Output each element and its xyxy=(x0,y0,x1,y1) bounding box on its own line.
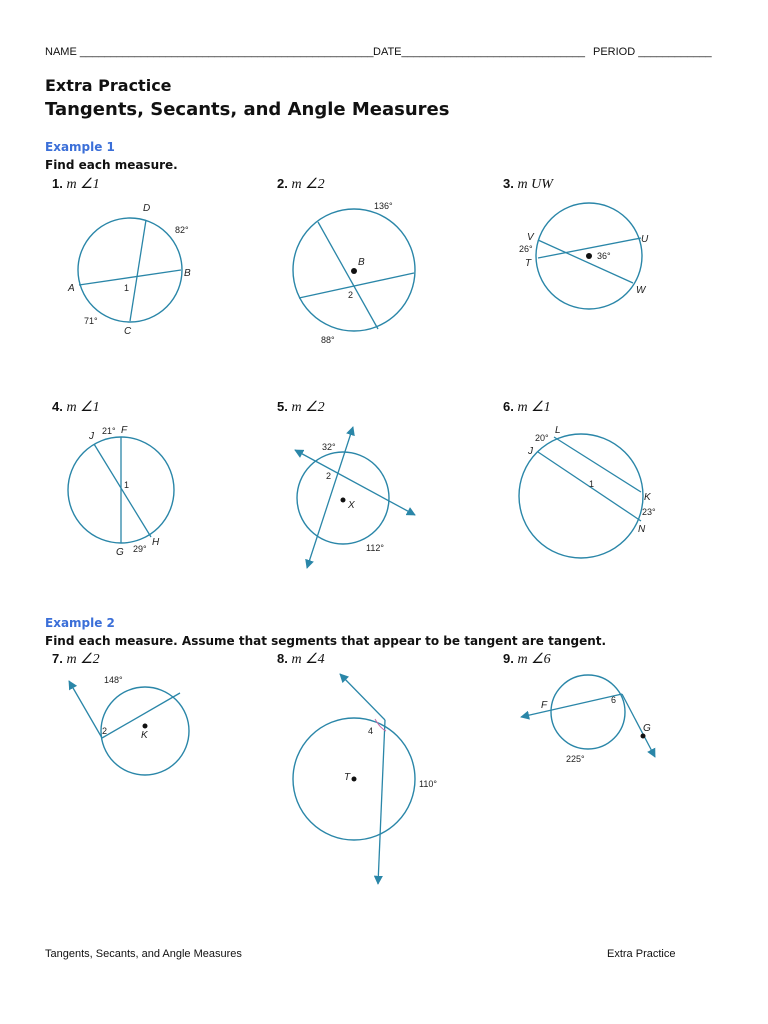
problem-number: 7. xyxy=(52,651,63,666)
label-b: B xyxy=(184,268,191,279)
worksheet-subtitle: Extra Practice xyxy=(45,76,172,95)
chord-1 xyxy=(318,222,378,329)
center-point xyxy=(352,777,357,782)
circle xyxy=(551,675,625,749)
label-w: W xyxy=(636,285,646,296)
label-angle-6: 6 xyxy=(611,695,617,705)
problem-expression: m ∠1 xyxy=(66,177,100,192)
label-n: N xyxy=(638,524,646,535)
point-g xyxy=(641,734,646,739)
label-t: T xyxy=(525,258,532,269)
label-angle-4: 4 xyxy=(368,726,374,736)
chord-ab xyxy=(79,270,181,285)
chord-dc xyxy=(130,220,146,321)
label-arc-32: 32° xyxy=(322,442,336,452)
chord-vw xyxy=(538,240,633,283)
label-arc-23: 23° xyxy=(642,507,656,517)
label-k: K xyxy=(141,730,148,741)
problem-expression: m ∠4 xyxy=(291,652,325,667)
center-point xyxy=(351,268,357,274)
label-arc-148: 148° xyxy=(104,675,123,685)
label-h: H xyxy=(152,537,160,548)
problem-number: 9. xyxy=(503,651,514,666)
label-g: G xyxy=(643,723,651,734)
date-field: DATE______________________________ xyxy=(373,46,586,58)
label-c: C xyxy=(124,326,132,337)
center-point xyxy=(143,724,148,729)
label-angle-1: 1 xyxy=(124,283,130,293)
label-u: U xyxy=(641,234,649,245)
figure-1 xyxy=(67,203,191,337)
problem-expression: m UW xyxy=(517,177,553,192)
label-arc-20: 20° xyxy=(535,433,549,443)
label-angle-2: 2 xyxy=(102,726,108,736)
label-v: V xyxy=(527,232,534,243)
figure-3 xyxy=(519,203,649,309)
label-arc-29: 29° xyxy=(133,544,147,554)
label-f: F xyxy=(121,425,128,436)
secant-2 xyxy=(295,450,415,515)
chord-jh xyxy=(94,444,151,537)
problem-number: 3. xyxy=(503,176,514,191)
label-x: X xyxy=(348,500,355,511)
secant xyxy=(378,720,385,884)
circle xyxy=(78,218,182,322)
figure-6 xyxy=(519,425,656,558)
label-a: A xyxy=(68,283,75,294)
problem-expression: m ∠1 xyxy=(517,400,551,415)
problem-expression: m ∠6 xyxy=(517,652,551,667)
tangent xyxy=(69,681,102,738)
label-angle-2: 2 xyxy=(326,471,332,481)
problem-expression: m ∠2 xyxy=(291,177,325,192)
label-arc-88: 88° xyxy=(321,335,335,345)
label-g: G xyxy=(116,547,124,558)
example-1-heading: Example 1 xyxy=(45,140,115,154)
tangent xyxy=(340,674,385,720)
label-arc-136: 136° xyxy=(374,201,393,211)
footer-left: Tangents, Secants, and Angle Measures xyxy=(45,948,242,960)
footer-right: Extra Practice xyxy=(607,948,676,960)
label-f: F xyxy=(541,700,548,711)
label-arc-110: 110° xyxy=(419,779,437,789)
label-t: T xyxy=(344,772,351,783)
label-angle-2: 2 xyxy=(348,290,354,300)
chord-2 xyxy=(299,273,414,298)
figure-2 xyxy=(293,201,415,345)
problem-number: 1. xyxy=(52,176,63,191)
period-field: PERIOD ____________ xyxy=(593,46,712,58)
label-j: J xyxy=(528,446,533,457)
problem-expression: m ∠2 xyxy=(66,652,100,667)
center-point xyxy=(341,498,346,503)
figure-5 xyxy=(295,427,415,568)
label-arc-82: 82° xyxy=(175,225,189,235)
example-2-heading: Example 2 xyxy=(45,616,115,630)
worksheet-title: Tangents, Secants, and Angle Measures xyxy=(45,99,450,120)
label-d: D xyxy=(143,203,151,214)
problem-number: 4. xyxy=(52,399,63,414)
label-l: L xyxy=(555,425,561,436)
example-2-instruction: Find each measure. Assume that segments that appear to be tangent are tangent. xyxy=(45,634,607,648)
label-arc-225: 225° xyxy=(566,754,585,764)
label-arc-112: 112° xyxy=(366,543,384,553)
problem-number: 5. xyxy=(277,399,288,414)
label-angle-1: 1 xyxy=(124,480,130,490)
problem-number: 2. xyxy=(277,176,288,191)
problem-number: 8. xyxy=(277,651,288,666)
secant xyxy=(521,694,622,717)
figure-9 xyxy=(521,675,655,764)
figure-4 xyxy=(68,425,174,558)
problem-expression: m ∠2 xyxy=(291,400,325,415)
label-b: B xyxy=(358,257,365,268)
label-j: J xyxy=(89,431,94,442)
label-k: K xyxy=(644,492,651,503)
figure-8 xyxy=(293,674,437,884)
chord-lk xyxy=(554,437,641,492)
label-arc-71: 71° xyxy=(84,316,98,326)
label-arc-36: 36° xyxy=(597,251,611,261)
problem-expression: m ∠1 xyxy=(66,400,100,415)
label-arc-26: 26° xyxy=(519,244,533,254)
example-1-instruction: Find each measure. xyxy=(45,158,178,172)
circle xyxy=(519,434,643,558)
problem-number: 6. xyxy=(503,399,514,414)
center-point xyxy=(586,253,592,259)
label-arc-21: 21° xyxy=(102,426,116,436)
name-field: NAME ________________________________________________ xyxy=(45,46,374,58)
figure-7 xyxy=(69,675,189,775)
label-angle-1: 1 xyxy=(589,479,595,489)
